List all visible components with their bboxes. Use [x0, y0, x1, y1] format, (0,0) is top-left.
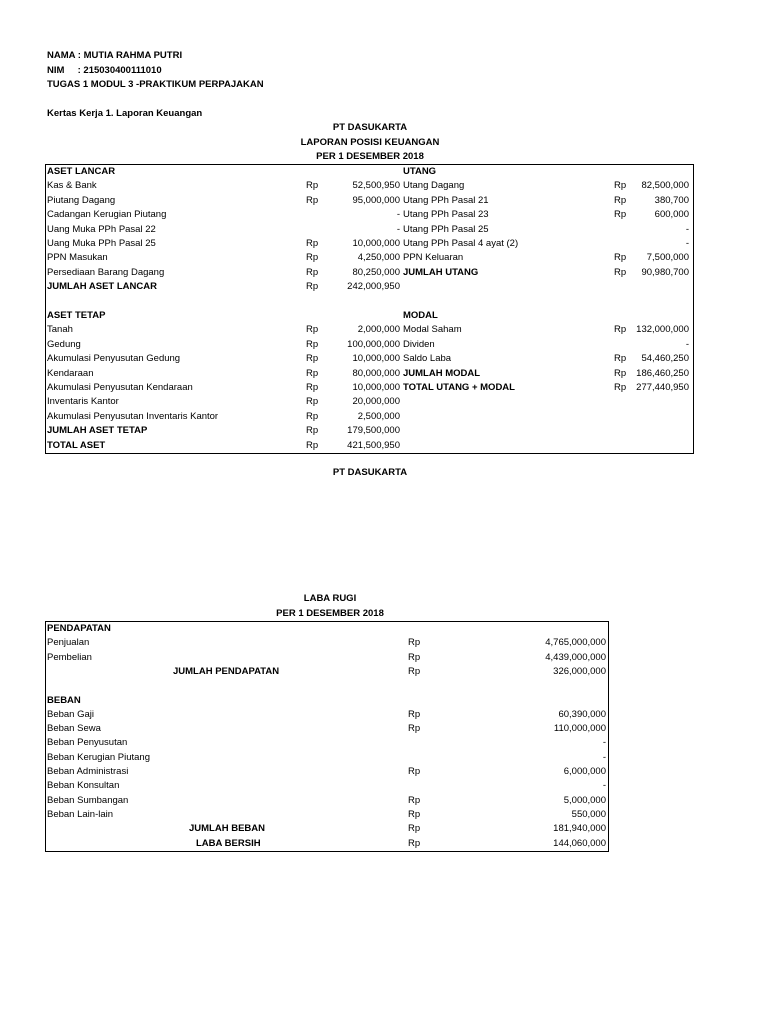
liability-value: -: [685, 338, 689, 350]
asset-value: 20,000,000: [352, 396, 400, 408]
liability-value: 277,440,950: [636, 382, 689, 393]
liability-currency: Rp: [614, 382, 627, 393]
income-value: -: [602, 751, 606, 763]
asset-currency: Rp: [306, 338, 319, 350]
income-row: [46, 837, 608, 851]
income-value: 6,000,000: [563, 766, 606, 777]
liability-value: 82,500,000: [641, 180, 689, 192]
income-currency: Rp: [408, 708, 421, 720]
asset-label: Inventaris Kantor: [47, 396, 119, 408]
income-label: Beban Penyusutan: [47, 737, 128, 749]
liability-value: -: [685, 223, 689, 235]
income-row: [46, 708, 608, 722]
asset-label: ASET TETAP: [47, 310, 106, 321]
liability-currency: Rp: [614, 194, 627, 206]
asset-currency: Rp: [306, 324, 319, 336]
income-value: 550,000: [571, 808, 606, 820]
income-date: PER 1 DESEMBER 2018: [276, 608, 384, 619]
asset-value: 80,000,000: [352, 367, 400, 379]
asset-label: Gedung: [47, 338, 81, 350]
asset-label: JUMLAH ASET TETAP: [47, 425, 148, 437]
balance-row: [46, 338, 693, 352]
balance-row: [46, 266, 693, 280]
income-row: [46, 751, 608, 765]
asset-label: TOTAL ASET: [47, 439, 106, 451]
liability-currency: Rp: [614, 252, 627, 264]
assignment-title: TUGAS 1 MODUL 3 -PRAKTIKUM PERPAJAKAN: [47, 79, 264, 90]
worksheet-title: Kertas Kerja 1. Laporan Keuangan: [47, 108, 203, 119]
asset-label: Uang Muka PPh Pasal 22: [47, 223, 156, 235]
balance-row: [46, 309, 693, 323]
income-row: [46, 822, 608, 836]
asset-value: 80,250,000: [352, 266, 400, 278]
asset-value: 10,000,000: [352, 238, 400, 249]
liability-currency: Rp: [614, 367, 627, 379]
income-row: [46, 722, 608, 736]
asset-label: Akumulasi Penyusutan Kendaraan: [47, 382, 193, 393]
asset-label: Piutang Dagang: [47, 194, 116, 206]
income-label: Beban Gaji: [47, 708, 95, 720]
liability-label: Utang PPh Pasal 23: [403, 209, 489, 221]
liability-label: Utang PPh Pasal 21: [403, 194, 489, 206]
income-currency: Rp: [408, 651, 421, 663]
asset-label: Akumulasi Penyusutan Gedung: [47, 353, 181, 365]
asset-value: 2,500,000: [357, 410, 400, 422]
income-row: [46, 622, 608, 636]
income-value: 181,940,000: [553, 823, 606, 835]
asset-currency: Rp: [306, 252, 319, 264]
income-value: -: [602, 737, 606, 749]
asset-currency: Rp: [306, 194, 319, 206]
income-label: Pembelian: [47, 651, 92, 663]
asset-value: -: [396, 209, 400, 221]
liability-currency: Rp: [614, 266, 627, 278]
income-label: JUMLAH PENDAPATAN: [173, 665, 280, 677]
balance-row: [46, 381, 693, 395]
liability-label: MODAL: [403, 310, 438, 321]
liability-value: 7,500,000: [646, 252, 689, 264]
liability-label: JUMLAH MODAL: [403, 367, 481, 379]
balance-row: [46, 194, 693, 208]
income-row: [46, 694, 608, 708]
income-currency: Rp: [408, 837, 421, 849]
income-currency: Rp: [408, 808, 421, 820]
asset-label: Kendaraan: [47, 367, 94, 379]
asset-currency: Rp: [306, 367, 319, 379]
asset-currency: Rp: [306, 238, 319, 249]
liability-value: 380,700: [654, 194, 689, 206]
asset-currency: Rp: [306, 266, 319, 278]
liability-label: Utang PPh Pasal 25: [403, 223, 489, 235]
income-label: Beban Konsultan: [47, 780, 120, 792]
income-label: PENDAPATAN: [47, 623, 111, 634]
company-name-2: PT DASUKARTA: [332, 467, 408, 478]
asset-label: Akumulasi Penyusutan Inventaris Kantor: [47, 410, 219, 422]
liability-currency: Rp: [614, 209, 627, 221]
liability-currency: Rp: [614, 180, 627, 192]
asset-value: 10,000,000: [352, 382, 400, 393]
income-row: [46, 665, 608, 679]
liability-label: Dividen: [403, 338, 435, 350]
income-label: LABA BERSIH: [196, 837, 261, 849]
income-value: -: [602, 780, 606, 792]
asset-value: 95,000,000: [352, 194, 400, 206]
income-currency: Rp: [408, 723, 421, 735]
asset-label: Uang Muka PPh Pasal 25: [47, 238, 156, 249]
income-label: Beban Sewa: [47, 723, 101, 735]
income-label: BEBAN: [47, 694, 81, 706]
income-label: Beban Kerugian Piutang: [47, 751, 150, 763]
liability-value: 600,000: [654, 209, 689, 221]
liability-value: 132,000,000: [636, 324, 689, 336]
income-currency: Rp: [408, 794, 421, 806]
asset-label: Kas & Bank: [47, 180, 97, 192]
income-currency: Rp: [408, 766, 421, 777]
liability-label: PPN Keluaran: [403, 252, 464, 264]
balance-sheet-table: [45, 164, 694, 454]
asset-currency: Rp: [306, 382, 319, 393]
asset-currency: Rp: [306, 180, 319, 192]
balance-row: [46, 251, 693, 265]
income-label: Penjualan: [47, 637, 90, 649]
asset-value: 421,500,950: [347, 439, 400, 451]
income-row: [46, 808, 608, 822]
income-label: Beban Lain-lain: [47, 808, 114, 820]
asset-currency: Rp: [306, 425, 319, 437]
asset-value: 4,250,000: [357, 252, 400, 264]
income-value: 144,060,000: [553, 837, 606, 849]
income-row: [46, 651, 608, 665]
asset-label: Persediaan Barang Dagang: [47, 266, 165, 278]
liability-label: JUMLAH UTANG: [403, 266, 479, 278]
income-row: [46, 636, 608, 650]
income-value: 110,000,000: [553, 723, 606, 735]
asset-value: 2,000,000: [357, 324, 400, 336]
balance-row: [46, 179, 693, 193]
liability-value: 186,460,250: [636, 367, 689, 379]
liability-currency: Rp: [614, 353, 627, 365]
liability-label: Utang PPh Pasal 4 ayat (2): [403, 238, 519, 249]
balance-row: [46, 165, 693, 179]
liability-value: 54,460,250: [641, 353, 689, 365]
income-label: JUMLAH BEBAN: [189, 823, 265, 835]
income-row: [46, 736, 608, 750]
asset-currency: Rp: [306, 281, 319, 293]
balance-row: [46, 280, 693, 294]
asset-value: 10,000,000: [352, 353, 400, 365]
asset-currency: Rp: [306, 410, 319, 422]
income-currency: Rp: [408, 665, 421, 677]
income-value: 5,000,000: [563, 794, 606, 806]
income-statement-table: [45, 621, 609, 852]
income-value: 326,000,000: [553, 665, 606, 677]
liability-currency: Rp: [614, 324, 627, 336]
liability-label: UTANG: [403, 166, 437, 177]
asset-label: ASET LANCAR: [47, 166, 116, 177]
asset-label: Tanah: [47, 324, 73, 336]
income-currency: Rp: [408, 823, 421, 835]
income-label: Beban Administrasi: [47, 766, 129, 777]
balance-row: [46, 439, 693, 453]
balance-row: [46, 395, 693, 409]
income-value: 4,439,000,000: [545, 651, 606, 663]
balance-date: PER 1 DESEMBER 2018: [316, 151, 424, 162]
balance-row: [46, 223, 693, 237]
student-name: NAMA : MUTIA RAHMA PUTRI: [47, 50, 183, 61]
company-name: PT DASUKARTA: [332, 122, 408, 133]
asset-currency: Rp: [306, 439, 319, 451]
income-row: [46, 679, 608, 693]
income-currency: Rp: [408, 637, 421, 649]
student-nim: NIM : 215030400111010: [47, 65, 162, 76]
balance-row: [46, 424, 693, 438]
asset-value: 52,500,950: [352, 180, 400, 192]
balance-row: [46, 295, 693, 309]
income-value: 60,390,000: [558, 708, 606, 720]
income-row: [46, 779, 608, 793]
liability-label: Utang Dagang: [403, 180, 465, 192]
liability-value: 90,980,700: [641, 266, 689, 278]
balance-row: [46, 410, 693, 424]
balance-row: [46, 323, 693, 337]
asset-value: 242,000,950: [347, 281, 400, 293]
asset-label: JUMLAH ASET LANCAR: [47, 281, 157, 293]
asset-label: Cadangan Kerugian Piutang: [47, 209, 167, 221]
balance-row: [46, 367, 693, 381]
balance-title: LAPORAN POSISI KEUANGAN: [300, 137, 440, 148]
asset-currency: Rp: [306, 396, 319, 408]
liability-value: -: [685, 238, 689, 249]
asset-value: -: [396, 223, 400, 235]
income-row: [46, 765, 608, 779]
income-title: LABA RUGI: [303, 593, 357, 604]
liability-label: Saldo Laba: [403, 353, 452, 365]
asset-value: 179,500,000: [347, 425, 400, 437]
balance-row: [46, 237, 693, 251]
balance-row: [46, 208, 693, 222]
income-value: 4,765,000,000: [545, 637, 606, 649]
income-row: [46, 794, 608, 808]
asset-label: PPN Masukan: [47, 252, 108, 264]
income-label: Beban Sumbangan: [47, 794, 129, 806]
liability-label: TOTAL UTANG + MODAL: [403, 382, 515, 393]
liability-label: Modal Saham: [403, 324, 462, 336]
asset-value: 100,000,000: [347, 338, 400, 350]
asset-currency: Rp: [306, 353, 319, 365]
balance-row: [46, 352, 693, 366]
